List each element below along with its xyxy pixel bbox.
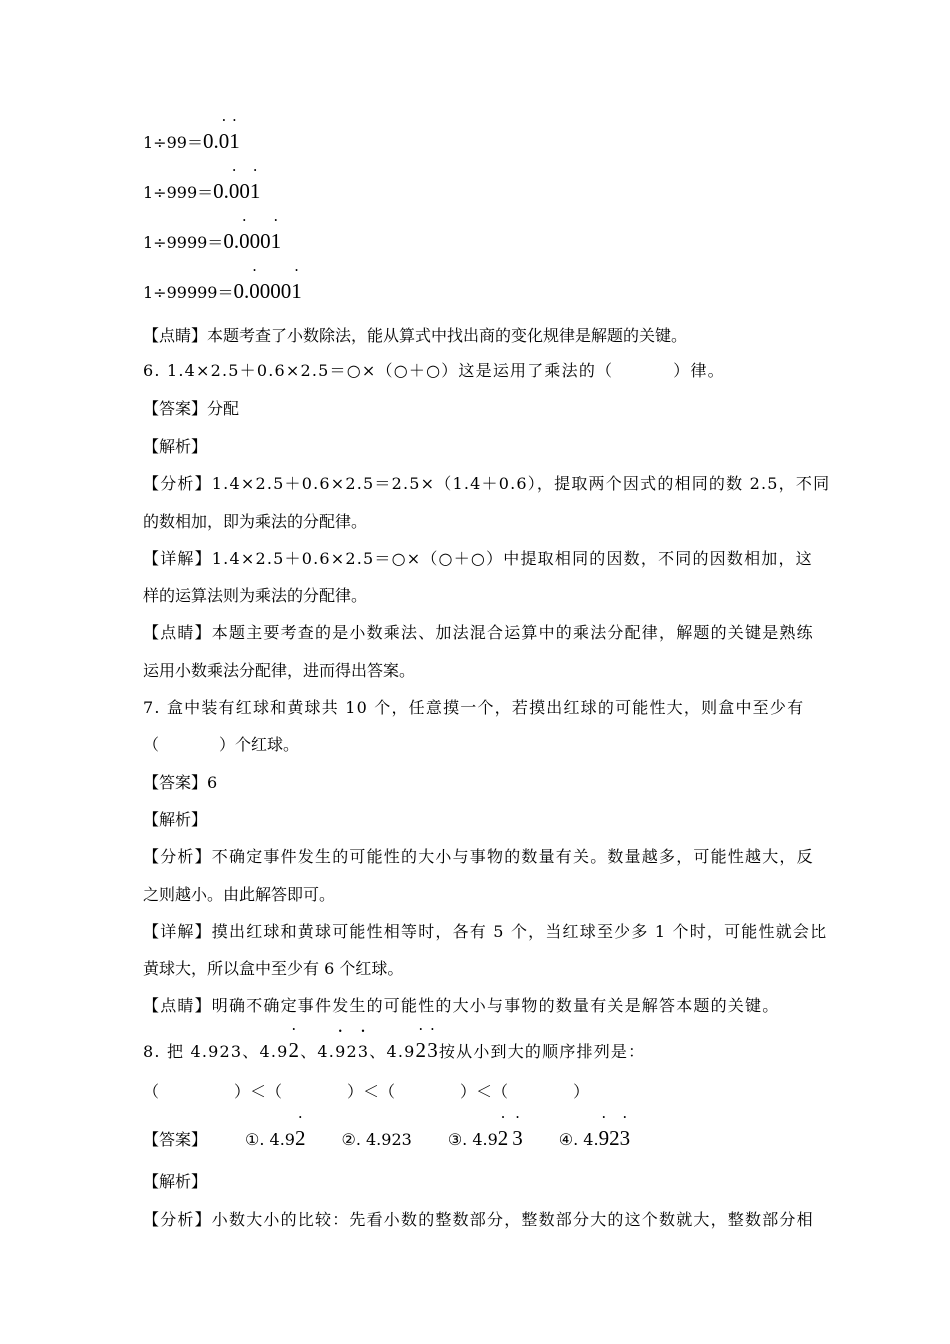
decimal-mid: 2 bbox=[346, 1042, 358, 1061]
repeating-digit: 2 • bbox=[498, 1127, 509, 1149]
decimal-mid: 0 bbox=[239, 179, 250, 203]
repeating-digit: 1 • bbox=[271, 230, 282, 252]
repeating-digit: 2 • bbox=[289, 1039, 301, 1061]
q6-stem-b: ）律。 bbox=[673, 361, 725, 380]
blank-lt: ）＜（ bbox=[347, 1082, 396, 1101]
decimal-mid: 000 bbox=[259, 279, 292, 303]
q8-number-2: 4.9 bbox=[259, 1042, 289, 1061]
repeating-digit: 3 • bbox=[358, 1041, 369, 1063]
equation-lhs: 1÷99＝ bbox=[143, 133, 203, 152]
q6-stem bbox=[143, 360, 725, 382]
separator: 、 bbox=[369, 1042, 387, 1061]
answer-4: ④. 4. bbox=[558, 1130, 599, 1149]
repeating-digit: 2 • bbox=[416, 1039, 428, 1061]
decimal-mid: 2 bbox=[609, 1126, 620, 1150]
blank-lt: ）＜（ bbox=[234, 1082, 283, 1101]
equation-4 bbox=[143, 280, 302, 304]
q8-number-3: 4. bbox=[317, 1042, 336, 1061]
q7-fenxi-1: 【分析】不确定事件发生的可能性的大小与事物的数量有关。数量越多，可能性越大，反 bbox=[143, 847, 814, 866]
q7-xiangjie-2: 黄球大，所以盒中至少有 6 个红球。 bbox=[143, 959, 404, 978]
q7-stem-1: 7. 盒中装有红球和黄球共 10 个，任意摸一个，若摸出红球的可能性大，则盒中至少有 bbox=[143, 698, 805, 717]
answer-3: ③. 4.9 bbox=[447, 1130, 498, 1149]
decimal-mid: 00 bbox=[249, 229, 271, 253]
decimal-int: 0. bbox=[223, 229, 240, 253]
blank-open: （ bbox=[143, 1082, 160, 1101]
repeating-digit: 1 • bbox=[250, 180, 261, 202]
separator: 、 bbox=[300, 1042, 318, 1061]
q8-jiexi: 【解析】 bbox=[143, 1172, 208, 1191]
equation-lhs: 1÷99999＝ bbox=[143, 283, 234, 302]
repeating-digit: 1 • bbox=[229, 130, 240, 152]
repeating-digit: 1 • bbox=[291, 280, 302, 302]
repeating-digit: 3 • bbox=[620, 1127, 631, 1149]
repeating-digit: 0 • bbox=[229, 180, 240, 202]
q7-xiangjie-1: 【详解】摸出红球和黄球可能性相等时，各有 5 个，当红球至少多 1 个时，可能性就会比 bbox=[143, 922, 828, 941]
repeating-digit: 0 • bbox=[239, 230, 250, 252]
answer-2: ②. 4.923 bbox=[341, 1130, 412, 1149]
q8-answer bbox=[143, 1127, 630, 1151]
q7-jiexi: 【解析】 bbox=[143, 810, 208, 829]
q7-answer: 【答案】6 bbox=[143, 773, 218, 792]
q6-dianjing-2: 运用小数乘法分配律，进而得出答案。 bbox=[143, 661, 416, 680]
q7-paren-close: ）个红球。 bbox=[219, 735, 300, 754]
q7-fenxi-2: 之则越小。由此解答即可。 bbox=[143, 885, 336, 904]
q6-jiexi: 【解析】 bbox=[143, 437, 208, 456]
equation-1 bbox=[143, 130, 240, 154]
repeating-digit: 9 • bbox=[599, 1127, 610, 1149]
answer-1: ①. 4.9 bbox=[245, 1130, 295, 1149]
repeating-digit: 3 • bbox=[512, 1127, 523, 1149]
q8-fenxi: 【分析】小数大小的比较：先看小数的整数部分，整数部分大的这个数就大，整数部分相 bbox=[143, 1210, 814, 1229]
q7-paren-open: （ bbox=[143, 735, 160, 754]
q8-num: 8. 把 bbox=[143, 1042, 191, 1061]
decimal-int: 0. bbox=[213, 179, 229, 203]
q5-dianjing: 【点睛】本题考查了小数除法，能从算式中找出商的变化规律是解题的关键。 bbox=[143, 326, 688, 345]
equation-2 bbox=[143, 180, 260, 204]
repeating-digit: 2 • bbox=[295, 1127, 306, 1149]
q6-answer: 【答案】分配 bbox=[143, 399, 240, 418]
q6-fenxi-1: 【分析】1.4×2.5＋0.6×2.5＝2.5×（1.4＋0.6），提取两个因式的相同的数 2.5，不同 bbox=[143, 474, 831, 493]
q6-xiangjie-2: 样的运算法则为乘法的分配律。 bbox=[143, 586, 368, 605]
q8-stem bbox=[143, 1039, 645, 1063]
blank-close: ） bbox=[573, 1082, 590, 1101]
q6-dianjing-1: 【点睛】本题主要考查的是小数乘法、加法混合运算中的乘法分配律，解题的关键是熟练 bbox=[143, 623, 814, 642]
decimal-int: 0. bbox=[233, 279, 250, 303]
decimal-int: 0. bbox=[202, 129, 219, 153]
equation-lhs: 1÷9999＝ bbox=[143, 233, 224, 252]
repeating-digit: 0 • bbox=[219, 130, 230, 152]
q6-stem-a: 6. 1.4×2.5＋0.6×2.5＝○×（○＋○）这是运用了乘法的（ bbox=[143, 361, 614, 380]
blank-lt: ）＜（ bbox=[460, 1082, 509, 1101]
repeating-digit: 0 • bbox=[249, 280, 260, 302]
q8-blanks bbox=[143, 1081, 589, 1103]
answer-label: 【答案】 bbox=[143, 1130, 208, 1149]
equation-3 bbox=[143, 230, 281, 254]
equation-lhs: 1÷999＝ bbox=[143, 183, 214, 202]
q8-number-1: 4.923、 bbox=[190, 1042, 260, 1061]
q7-stem-2 bbox=[143, 734, 299, 756]
repeating-digit: 9 • bbox=[335, 1041, 346, 1063]
repeating-digit: 3 • bbox=[427, 1039, 439, 1061]
q8-number-4: 4.9 bbox=[386, 1042, 416, 1061]
q6-fenxi-2: 的数相加，即为乘法的分配律。 bbox=[143, 512, 368, 531]
q6-xiangjie-1: 【详解】1.4×2.5＋0.6×2.5＝○×（○＋○）中提取相同的因数，不同的因数相加，这 bbox=[143, 549, 813, 568]
q7-dianjing: 【点睛】明确不确定事件发生的可能性的大小与事物的数量有关是解答本题的关键。 bbox=[143, 996, 780, 1015]
q8-tail: 按从小到大的顺序排列是： bbox=[438, 1042, 646, 1061]
